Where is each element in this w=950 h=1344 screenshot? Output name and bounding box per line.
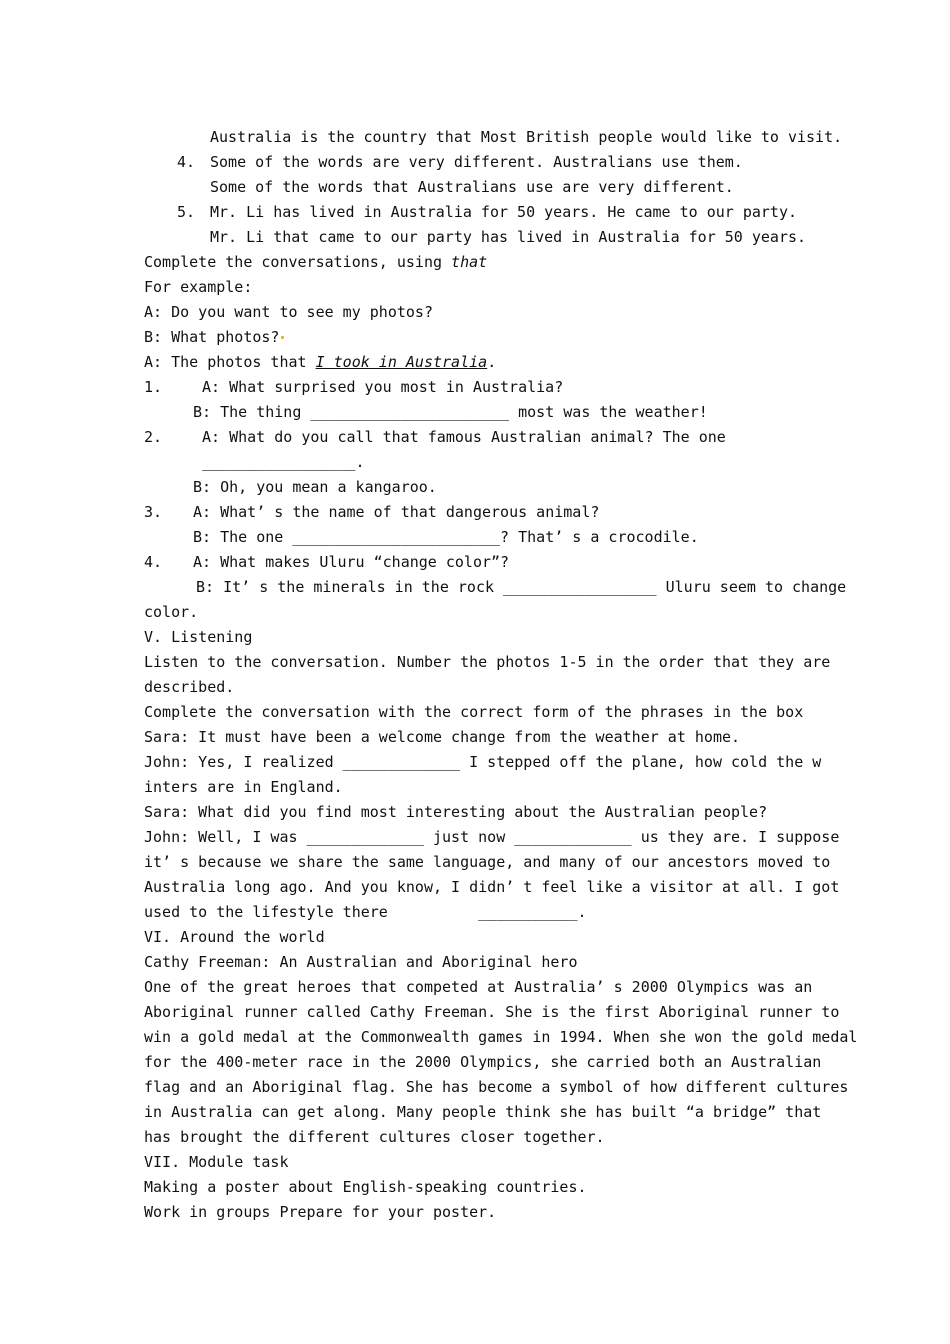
question-line: B: Oh, you mean a kangaroo. xyxy=(193,478,437,496)
question-line: A: What surprised you most in Australia? xyxy=(202,378,564,396)
marker-dot xyxy=(281,336,284,339)
paragraph-line: flag and an Aboriginal flag. She has become a symbol of how different cultures xyxy=(144,1078,849,1096)
question-number: 2. xyxy=(144,428,163,446)
question-number: 1. xyxy=(144,378,163,396)
question-line: A: What do you call that famous Australian animal? The one xyxy=(202,428,726,446)
paragraph-line: Work in groups Prepare for your poster. xyxy=(144,1203,497,1221)
paragraph-line: Listen to the conversation. Number the photos 1-5 in the order that they are xyxy=(144,653,831,671)
question-line: A: What’ s the name of that dangerous animal? xyxy=(193,503,600,521)
dialogue-line: inters are in England. xyxy=(144,778,343,796)
paragraph-line: Making a poster about English-speaking countries. xyxy=(144,1178,587,1196)
example-line xyxy=(144,325,806,350)
paragraph-line: described. xyxy=(144,678,235,696)
paragraph-line: One of the great heroes that competed at Australia’ s 2000 Olympics was an xyxy=(144,978,813,996)
rewrite-line: Some of the words are very different. Australians use them. xyxy=(210,153,743,171)
question-number: 3. xyxy=(144,503,163,521)
section-heading: VI. Around the world xyxy=(144,928,325,946)
item-number: 5. xyxy=(177,203,196,221)
paragraph-line: Aboriginal runner called Cathy Freeman. She is the first Aboriginal runner to xyxy=(144,1003,840,1021)
question-line: A: What makes Uluru “change color”? xyxy=(193,553,510,571)
example-text: B: What photos? xyxy=(144,328,280,346)
item-number: 4. xyxy=(177,153,196,171)
instruction-text: Complete the conversations, using xyxy=(144,253,452,271)
paragraph-line: in Australia can get along. Many people think she has built “a bridge” that xyxy=(144,1103,822,1121)
dialogue-line: Sara: What did you find most interesting about the Australian people? xyxy=(144,803,768,821)
subheading: Cathy Freeman: An Australian and Aboriginal hero xyxy=(144,953,578,971)
question-line: color. xyxy=(144,603,199,621)
question-number: 4. xyxy=(144,553,163,571)
section-instruction xyxy=(144,250,806,275)
example-text: . xyxy=(487,353,497,371)
example-label: For example: xyxy=(144,278,253,296)
section-heading: V. Listening xyxy=(144,628,253,646)
rewrite-line: Some of the words that Australians use are very different. xyxy=(210,178,734,196)
example-answer: I took in Australia xyxy=(315,353,488,371)
paragraph-line: Complete the conversation with the correct form of the phrases in the box xyxy=(144,703,804,721)
section-heading: VII. Module task xyxy=(144,1153,289,1171)
dialogue-line: Sara: It must have been a welcome change from the weather at home. xyxy=(144,728,741,746)
paragraph-line: has brought the different cultures closer together. xyxy=(144,1128,605,1146)
paragraph-line: for the 400-meter race in the 2000 Olympics, she carried both an Australian xyxy=(144,1053,822,1071)
dialogue-line: John: Yes, I realized _____________ I stepped off the plane, how cold the w xyxy=(144,753,822,771)
answer-blank: _________________. xyxy=(202,453,365,471)
rewrite-line: Australia is the country that Most British people would like to visit. xyxy=(210,128,843,146)
dialogue-line: Australia long ago. And you know, I didn’ t feel like a visitor at all. I got xyxy=(144,878,840,896)
rewrite-line: Mr. Li has lived in Australia for 50 years. He came to our party. xyxy=(210,203,797,221)
rewrite-line: Mr. Li that came to our party has lived in Australia for 50 years. xyxy=(210,228,807,246)
dialogue-line: John: Well, I was _____________ just now _____________ us they are. I suppose xyxy=(144,828,840,846)
dialogue-line: it’ s because we share the same language, and many of our ancestors moved to xyxy=(144,853,831,871)
example-text: A: The photos that xyxy=(144,353,316,371)
instruction-keyword: that xyxy=(451,253,488,271)
dialogue-line: used to the lifestyle there ___________. xyxy=(144,903,587,921)
question-line: B: The one _______________________? That’ s a crocodile. xyxy=(193,528,699,546)
example-line: A: Do you want to see my photos? xyxy=(144,303,433,321)
example-line xyxy=(144,350,806,375)
question-line: B: The thing ______________________ most was the weather! xyxy=(193,403,708,421)
question-line: B: It’ s the minerals in the rock _________________ Uluru seem to change xyxy=(196,578,847,596)
paragraph-line: win a gold medal at the Commonwealth games in 1994. When she won the gold medal xyxy=(144,1028,858,1046)
